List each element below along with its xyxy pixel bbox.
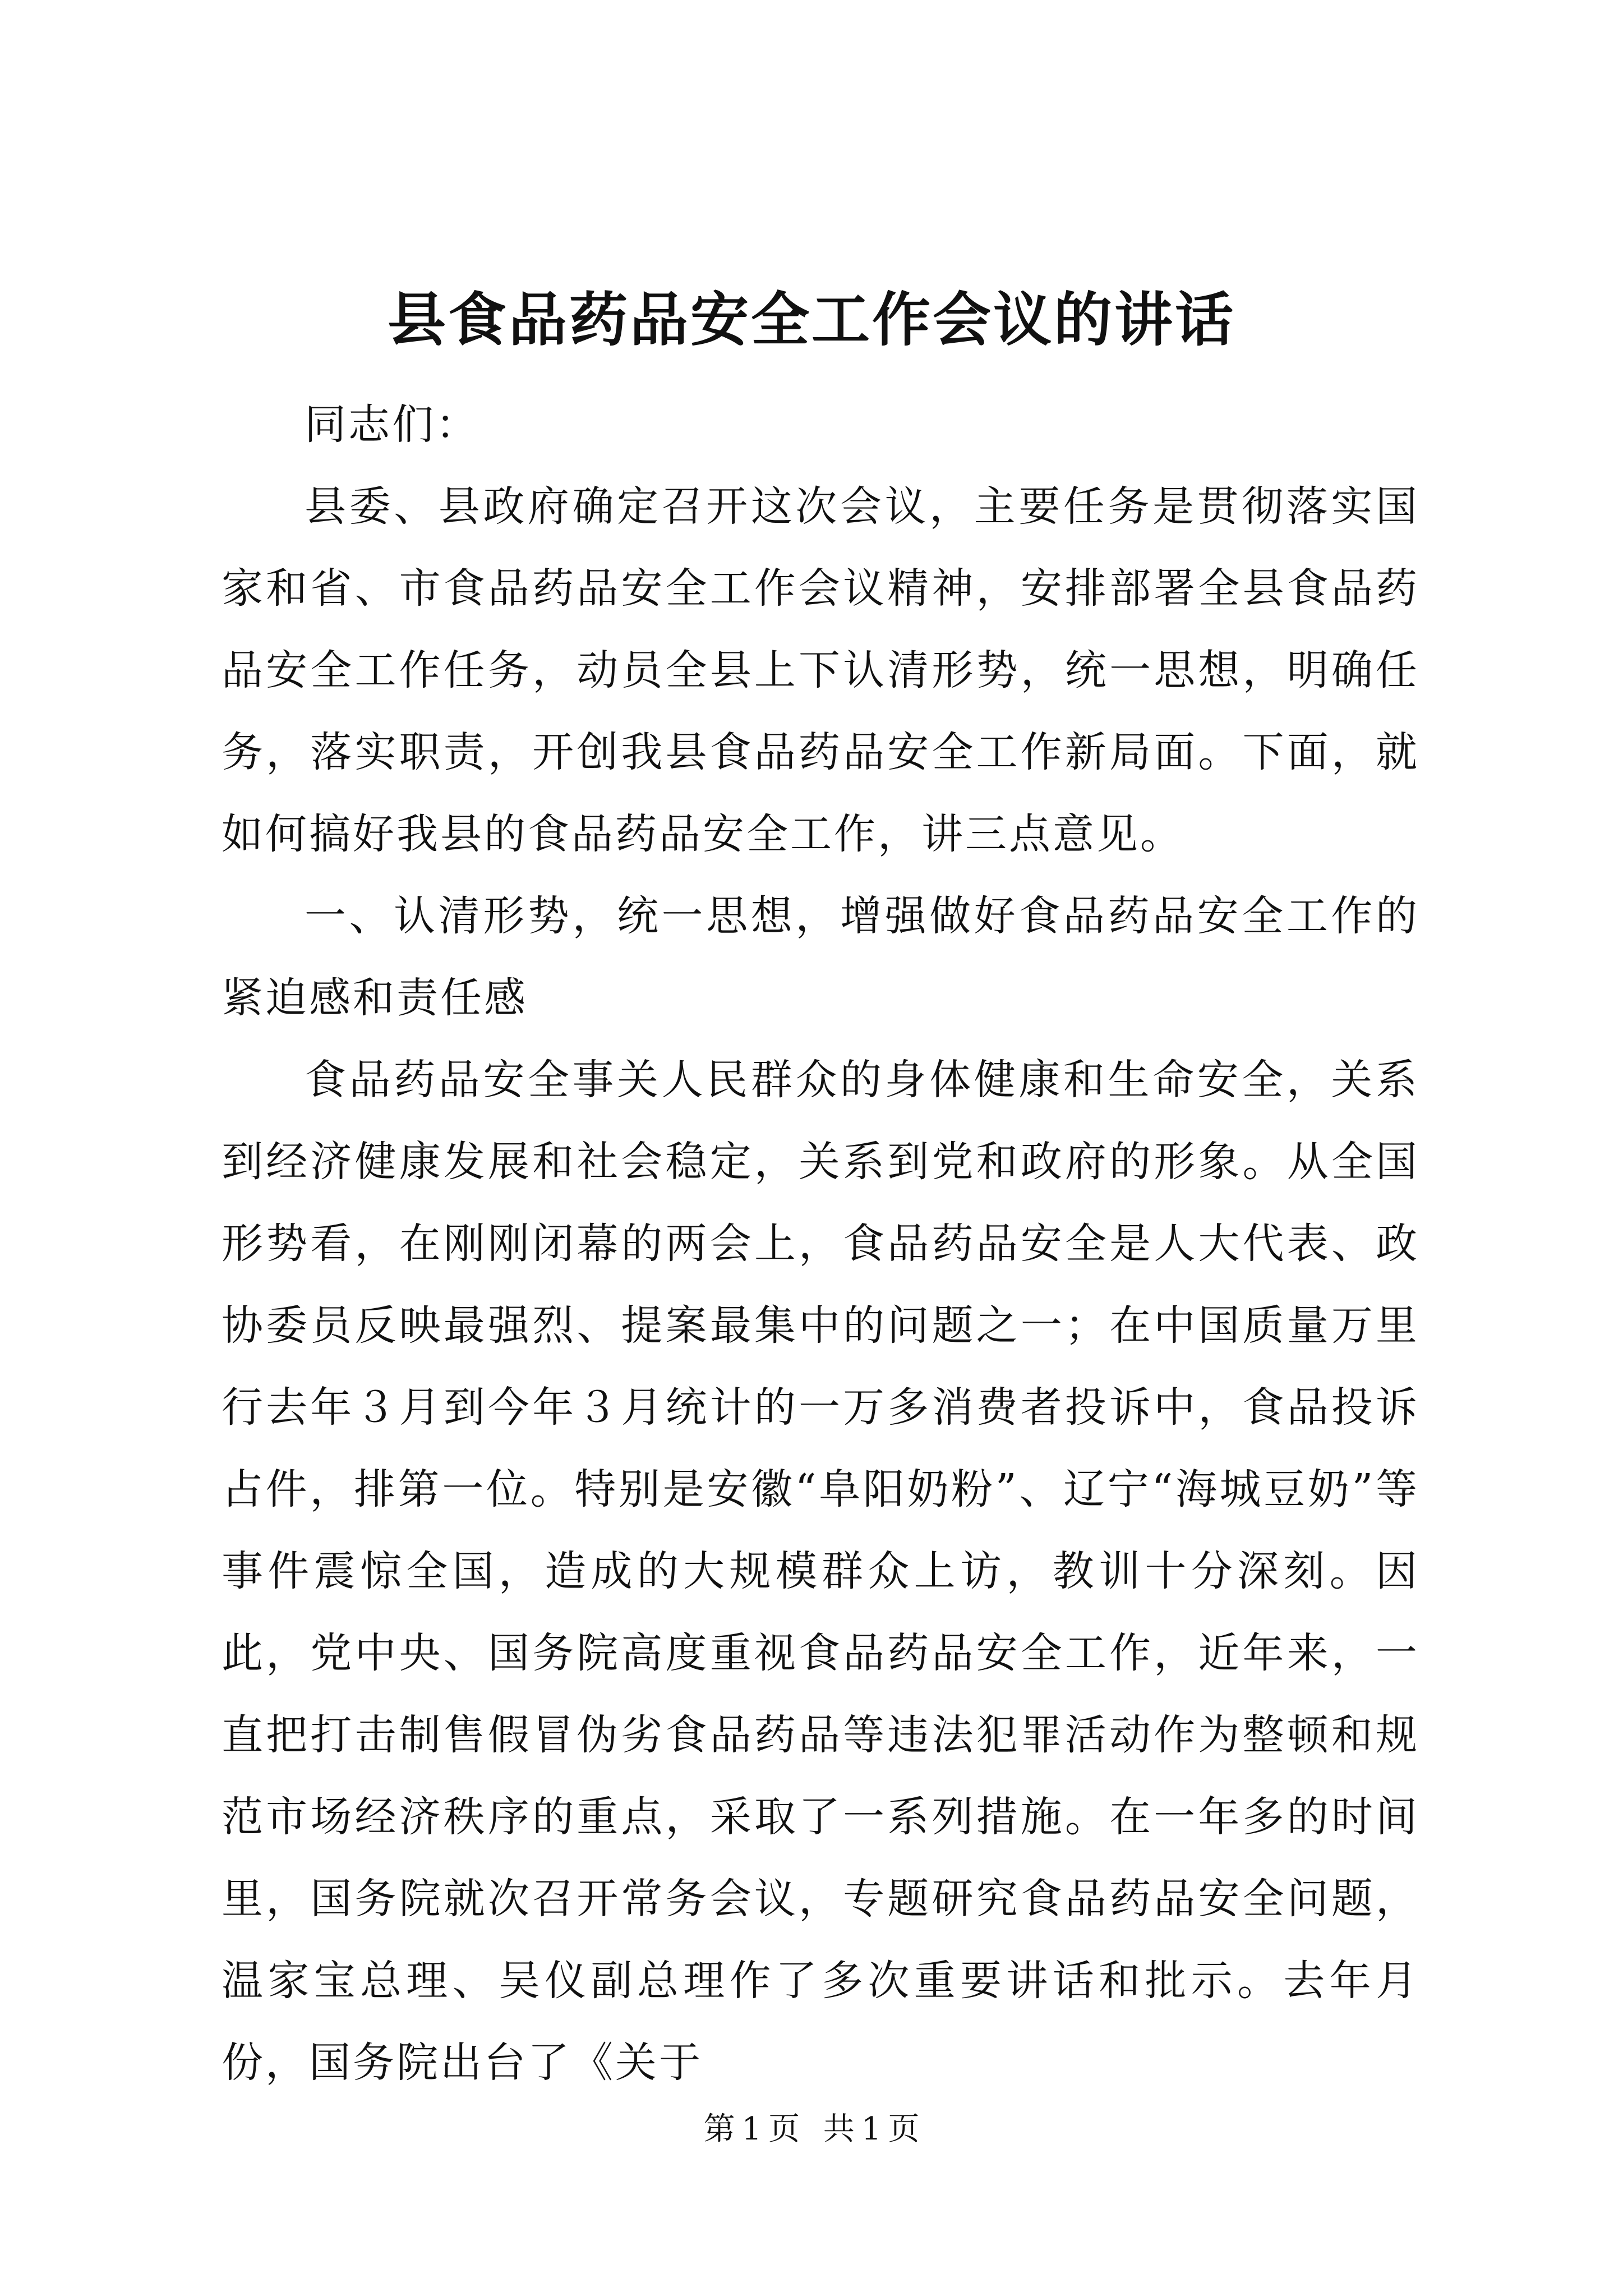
document-body [222,384,1419,2104]
total-pages-indicator [820,2111,923,2147]
salutation: 同志们： [305,401,479,449]
intro-paragraph: 县委、县政府确定召开这次会议，主要任务是贯彻落实国家和省、市食品药品安全工作会议精神，安排部署全县食品药品安全工作任务，动员全县上下认清形势，统一思想，明确任务，落实职责，开创我县食品药品安全工作新局面。下面，就如何搞好我县的食品药品安全工作，讲三点意见。 [222,482,1419,858]
page-label: 第 [703,2111,735,2147]
page-footer [0,2107,1623,2152]
document-title: 县食品药品安全工作会议的讲话 [387,285,1235,354]
page-number: 1 [741,2111,762,2147]
body-paragraph: 食品药品安全事关人民群众的身体健康和生命安全，关系到经济健康发展和社会稳定，关系到党和政府的形象。从全国形势看，在刚刚闭幕的两会上，食品药品安全是人大代表、政协委员反映最强烈、提案最集中的问题之一；在中国质量万里行去年３月到今年３月统计的一万多消费者投诉中，食品投诉占件，排第一位。特别是安徽“阜阳奶粉”、辽宁“海城豆奶”等事件震惊全国，造成的大规模群众上访，教训十分深刻。因此，党中央、国务院高度重视食品药品安全工作，近年来，一直把打击制售假冒伪劣食品药品等违法犯罪活动作为整顿和规范市场经济秩序的重点，采取了一系列措施。在一年多的时间里，国务院就次召开常务会议，专题研究食品药品安全问题，温家宝总理、吴仪副总理作了多次重要讲话和批示。去年月份，国务院出台了《关于 [222,1056,1419,2087]
section-heading-1: 一、认清形势，统一思想，增强做好食品药品安全工作的紧迫感和责任感 [222,892,1419,1022]
total-pages: 1 [861,2111,882,2147]
total-label: 共 [823,2111,855,2147]
total-unit: 页 [888,2111,920,2147]
page-number-indicator [700,2111,803,2147]
page-unit: 页 [768,2111,800,2147]
